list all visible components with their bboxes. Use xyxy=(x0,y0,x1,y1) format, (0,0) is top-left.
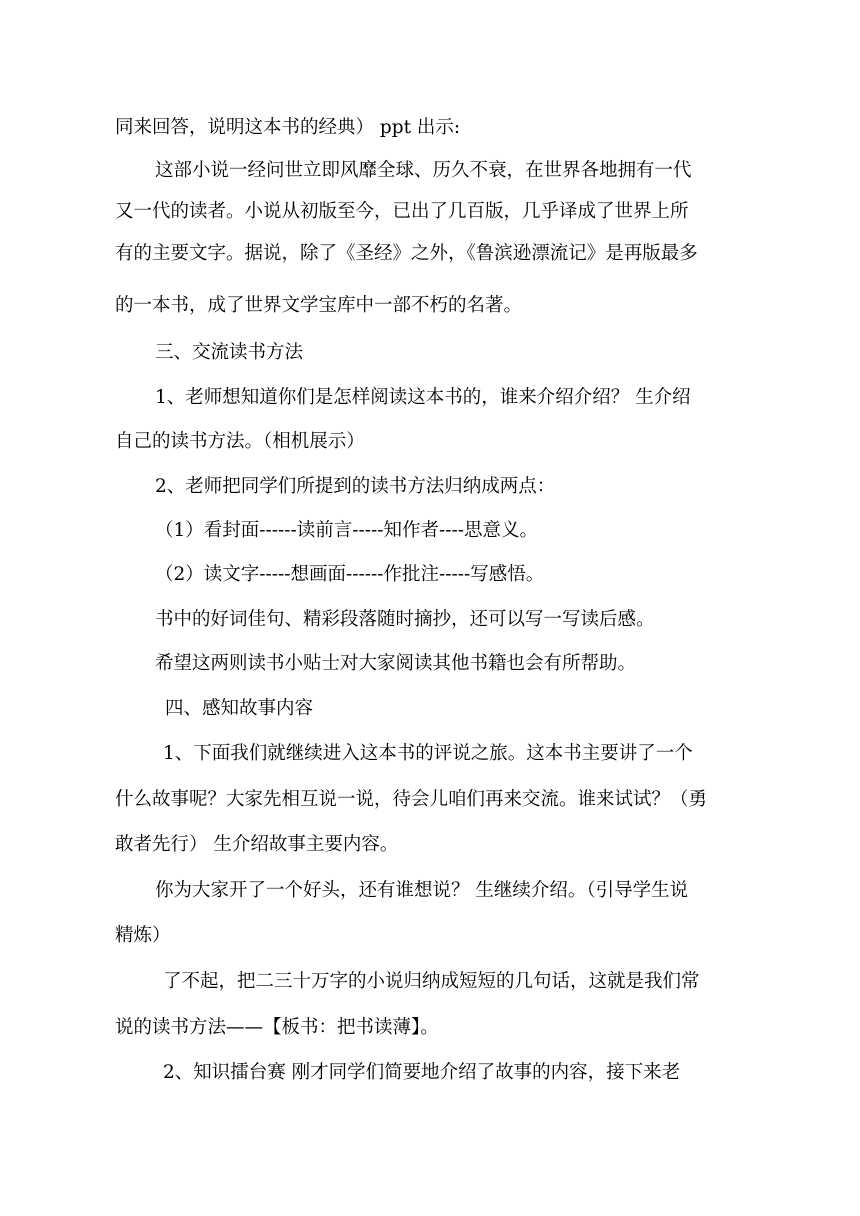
text-line-9: 2、老师把同学们所提到的读书方法归纳成两点： xyxy=(155,476,556,497)
text-line-1: 同来回答，说明这本书的经典） ppt 出示: xyxy=(115,117,461,138)
text-line-18: 你为大家开了一个好头，还有谁想说？ 生继续介绍。（引导学生说 xyxy=(155,880,689,901)
text-line-21: 说的读书方法——【板书：把书读薄】。 xyxy=(115,1017,439,1038)
text-line-10: （1）看封面------读前言-----知作者----思意义。 xyxy=(155,520,539,541)
text-line-4: 有的主要文字。据说，除了《圣经》之外，《鲁滨逊漂流记》是再版最多 xyxy=(115,243,698,264)
text-line-13: 希望这两则读书小贴士对大家阅读其他书籍也会有所帮助。 xyxy=(155,653,637,674)
text-line-8: 自己的读书方法。（相机展示） xyxy=(115,431,365,452)
text-line-22: 2、知识擂台赛 刚才同学们简要地介绍了故事的内容，接下来老 xyxy=(163,1062,681,1083)
text-line-11: （2）读文字-----想画面------作批注-----写感悟。 xyxy=(155,564,545,585)
text-line-5: 的一本书，成了世界文学宝库中一部不朽的名著。 xyxy=(115,295,523,316)
text-line-17: 敢者先行） 生介绍故事主要内容。 xyxy=(115,834,399,855)
text-line-20: 了不起，把二三十万字的小说归纳成短短的几句话，这就是我们常 xyxy=(163,971,700,992)
text-line-15: 1、下面我们就继续进入这本书的评说之旅。这本书主要讲了一个 xyxy=(163,743,693,764)
text-line-3: 又一代的读者。小说从初版至今，已出了几百版，几乎译成了世界上所 xyxy=(115,201,689,222)
text-line-12: 书中的好词佳句、精彩段落随时摘抄，还可以写一写读后感。 xyxy=(155,609,655,630)
text-line-19: 精炼） xyxy=(115,925,171,946)
text-line-7: 1、老师想知道你们是怎样阅读这本书的，谁来介绍介绍？ 生介绍 xyxy=(155,387,691,408)
text-line-16: 什么故事呢？大家先相互说一说，待会儿咱们再来交流。谁来试试？（勇 xyxy=(115,789,708,810)
text-line-2: 这部小说一经问世立即风靡全球、历久不衰，在世界各地拥有一代 xyxy=(155,160,692,181)
section-heading-4: 四、感知故事内容 xyxy=(165,698,314,719)
section-heading-3: 三、交流读书方法 xyxy=(155,342,304,363)
